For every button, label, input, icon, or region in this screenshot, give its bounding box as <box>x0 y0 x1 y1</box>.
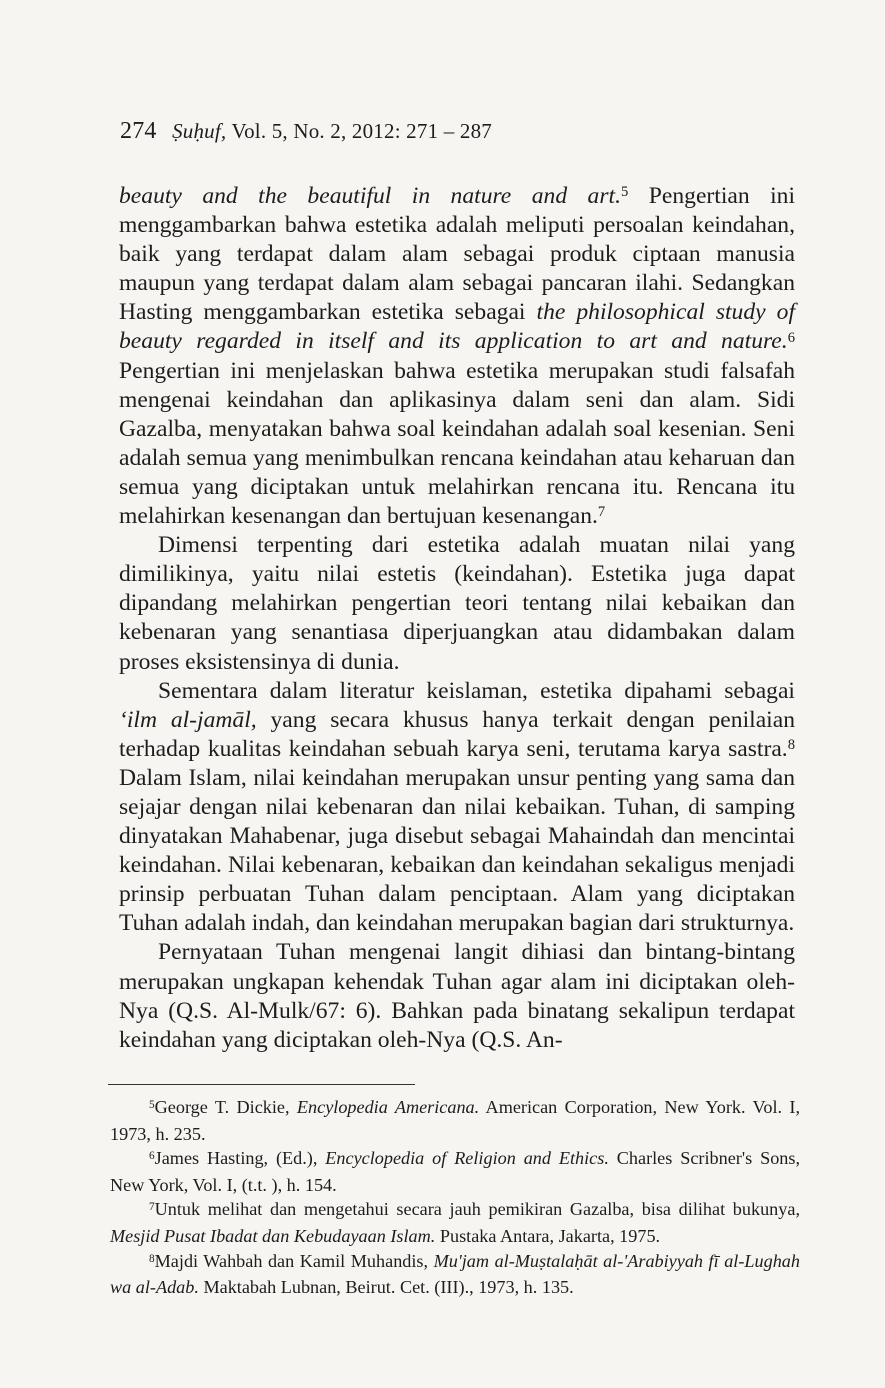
footnote-6 <box>110 1147 800 1197</box>
body-text <box>119 182 795 1055</box>
italic-quote-dickie: beauty and the beautiful in nature and art. <box>119 183 621 209</box>
footnote-text: American Corporation, New York. Vol. I, 1973, h. 235. <box>110 1097 801 1144</box>
journal-name: Ṣuḥuf, <box>172 119 227 143</box>
paragraph-text: Dimensi terpenting dari estetika adalah muatan nilai yang dimilikinya, yaitu nilai estetis (keindahan). Estetika juga dapat dipandang melahirkan pengertian teori tentang nilai kebaikan dan kebenaran yang senantiasa diperjuangkan atau didambakan dalam proses eksistensinya di dunia. <box>119 532 795 675</box>
paragraph-text: Dalam Islam, nilai keindahan merupakan unsur penting yang sama dan sejajar dengan nilai kebenaran dan nilai kebaikan. Tuhan, di samping dinyatakan Mahabenar, juga disebut sebagai Mahaindah dan mencintai keindahan. Nilai kebenaran, kebaikan dan keindahan sekaligus menjadi prinsip perbuatan Tuhan dalam penciptaan. Alam yang diciptakan Tuhan adalah indah, dan keindahan merupakan bagian dari strukturnya. <box>119 764 795 937</box>
footnote-ref-6: 6 <box>787 329 795 346</box>
paragraph-1 <box>119 182 795 531</box>
paragraph-text: Pernyataan Tuhan mengenai langit dihiasi dan bintang-bintang merupakan ungkapan kehendak Tuhan agar alam ini diciptakan oleh-Nya (Q.S. Al-Mulk/67: 6). Bahkan pada binatang sekalipun terdapat keindahan yang diciptakan oleh-Nya (Q.S. An- <box>119 939 795 1053</box>
footnote-number: 5 <box>149 1098 155 1111</box>
paragraph-text: Pengertian ini menggambarkan bahwa estetika adalah meliputi persoalan keindahan, baik yang terdapat dalam alam sebagai produk ciptaan manusia maupun yang terdapat dalam alam sebagai pancaran ilahi. Sedangkan Hasting menggambarkan estetika sebagai <box>119 183 796 326</box>
paragraph-text: Pengertian ini menjelaskan bahwa estetika merupakan studi falsafah mengenai keindahan dan aplikasinya dalam seni dan alam. Sidi Gazalba, menyatakan bahwa soal keindahan adalah soal kesenian. Seni adalah semua yang menimbulkan rencana keindahan atau keharuan dan semua yang diciptakan untuk melahirkan rencana itu. Rencana itu melahirkan kesenangan dan bertujuan kesenangan. <box>119 357 795 530</box>
footnote-text: George T. Dickie, <box>154 1097 297 1117</box>
footnote-number: 8 <box>149 1252 155 1265</box>
footnote-title: Encylopedia Americana. <box>296 1097 480 1117</box>
paragraph-4 <box>119 938 795 1054</box>
footnote-title: Mesjid Pusat Ibadat dan Kebudayaan Islam. <box>110 1225 436 1246</box>
footnote-text: Majdi Wahbah dan Kamil Muhandis, <box>154 1250 434 1271</box>
paragraph-text: yang secara khusus hanya terkait dengan penilaian terhadap kualitas keindahan sebuah karya seni, terutama karya sastra. <box>119 706 795 762</box>
italic-term: ‘ilm al-jamāl, <box>119 706 257 733</box>
footnote-number: 6 <box>149 1150 155 1163</box>
footnote-ref-7: 7 <box>597 504 606 521</box>
footnote-text: Maktabah Lubnan, Beirut. Cet. (III)., 1973, h. 135. <box>198 1277 574 1298</box>
page-number: 274 <box>120 118 157 144</box>
footnote-number: 7 <box>149 1201 155 1214</box>
footnote-ref-5: 5 <box>621 184 629 201</box>
footnote-title: Mu'jam al-Muṣtalaḥāt al-'Arabiyyah fī al-Lughah wa al-Adab. <box>110 1250 800 1298</box>
footnote-ref-8: 8 <box>787 737 795 754</box>
footnote-text: Charles Scribner's Sons, New York, Vol. I, (t.t. ), h. 154. <box>110 1148 801 1195</box>
footnote-8 <box>110 1250 800 1300</box>
footnote-text: Pustaka Antara, Jakarta, 1975. <box>435 1225 661 1246</box>
italic-quote-hasting: the philosophical study of beauty regarded in itself and its application to art and nature. <box>119 299 795 355</box>
journal-citation: Vol. 5, No. 2, 2012: 271 – 287 <box>231 119 492 143</box>
footnote-7 <box>110 1198 800 1248</box>
footnote-text: Untuk melihat dan mengetahui secara jauh pemikiran Gazalba, bisa dilihat bukunya, <box>154 1199 800 1220</box>
paragraph-2 <box>119 531 795 676</box>
footnote-text: James Hasting, (Ed.), <box>154 1148 326 1169</box>
paragraph-3 <box>119 677 795 939</box>
footnotes <box>110 1096 800 1301</box>
footnote-title: Encyclopedia of Religion and Ethics. <box>325 1148 609 1169</box>
paragraph-text: Sementara dalam literatur keislaman, estetika dipahami sebagai <box>158 677 795 704</box>
footnote-divider <box>108 1084 415 1085</box>
running-header <box>120 118 492 145</box>
footnote-5 <box>110 1096 800 1146</box>
